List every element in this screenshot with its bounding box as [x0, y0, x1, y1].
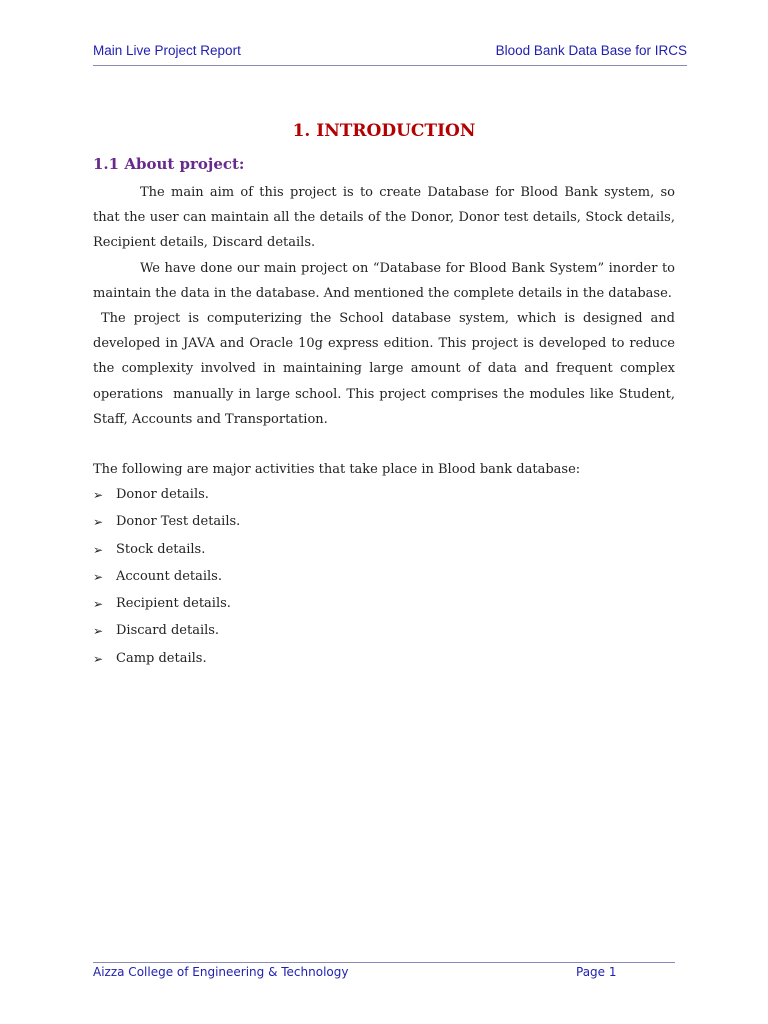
list-item: [93, 565, 240, 592]
list-item-label: Donor details.: [116, 487, 209, 502]
footer-college-name: Aizza College of Engineering & Technology: [93, 965, 349, 979]
arrow-bullet-icon: ➢: [93, 569, 104, 584]
list-item: [93, 647, 240, 674]
list-item: [93, 619, 240, 646]
header-report-title: Main Live Project Report: [93, 43, 241, 58]
activities-list: [93, 483, 240, 674]
page-header: [93, 43, 687, 66]
section-heading: 1.1 About project:: [93, 155, 245, 173]
paragraph-activities-intro: The following are major activities that take place in Blood bank database:: [93, 462, 581, 477]
header-project-title: Blood Bank Data Base for IRCS: [495, 43, 687, 58]
list-item-label: Stock details.: [116, 541, 206, 557]
list-item: [93, 592, 240, 619]
chapter-title: 1. INTRODUCTION: [292, 121, 476, 141]
arrow-bullet-icon: ➢: [93, 624, 104, 639]
arrow-bullet-icon: ➢: [93, 488, 104, 502]
footer-page-number: Page 1: [576, 965, 617, 979]
list-item: [93, 510, 240, 537]
list-item-label: Donor Test details.: [116, 514, 241, 530]
list-item: [93, 538, 240, 565]
list-item-label: Account details.: [116, 568, 222, 584]
arrow-bullet-icon: ➢: [93, 515, 104, 530]
list-item-label: Discard details.: [116, 623, 220, 639]
page-footer: [93, 962, 675, 985]
paragraph-project-aim: The main aim of this project is to create Database for Blood Bank system, so that the user can maintain all the details of the Donor, Donor test details, Stock details, Recipient details, Discard details.: [93, 185, 675, 251]
arrow-bullet-icon: ➢: [93, 542, 104, 557]
arrow-bullet-icon: ➢: [93, 651, 104, 666]
paragraph-computerizing: The project is computerizing the School database system, which is designed and developed in JAVA and Oracle 10g express edition. This project is developed to reduce the complexity involved in maintaining large amount of data and frequent complex operations manually in large school. This project comprises the modules like Student, Staff, Accounts and Transportation.: [93, 311, 680, 427]
paragraph-main-project: We have done our main project on “Database for Blood Bank System” inorder to maintain the data in the database. And mentioned the complete details in the database.: [93, 261, 675, 302]
list-item-label: Recipient details.: [116, 596, 231, 612]
arrow-bullet-icon: ➢: [93, 597, 104, 612]
list-item: [93, 483, 240, 510]
list-item-label: Camp details.: [116, 650, 207, 666]
